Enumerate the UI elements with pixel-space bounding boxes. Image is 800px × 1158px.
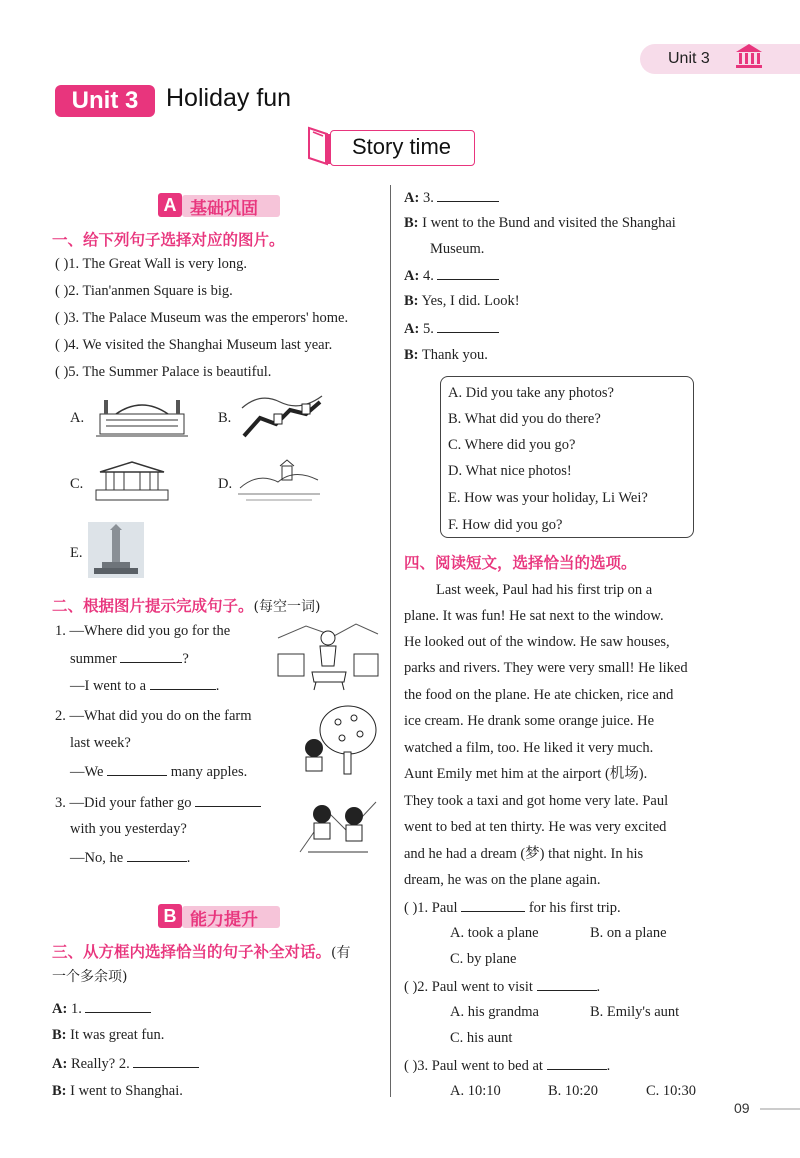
option-text[interactable]: A. 10:10	[450, 1083, 501, 1099]
choice-item: C. Where did you go?	[448, 437, 576, 453]
q3-note: 一个多余项)	[52, 969, 128, 985]
passage-line: the food on the plane. He ate chicken, rice and	[404, 687, 674, 703]
option-text[interactable]: B. on a plane	[590, 925, 667, 941]
dialog-line: B: It was great fun.	[52, 1027, 165, 1043]
question-stem: ( )1. Paul for his first trip.	[404, 897, 621, 918]
q1-item: ( )4. We visited the Shanghai Museum last year.	[55, 337, 333, 353]
dialog-line: Museum.	[430, 241, 485, 257]
dialog-line: B: Thank you.	[404, 347, 488, 363]
passage-line: plane. It was fun! He sat next to the window.	[404, 608, 664, 624]
answer-blank[interactable]	[461, 897, 525, 912]
q2-heading: 二、根据图片提示完成句子。(每空一词)	[52, 596, 321, 615]
choice-item: D. What nice photos!	[448, 463, 572, 479]
option-text[interactable]: C. 10:30	[646, 1083, 696, 1099]
choice-item: A. Did you take any photos?	[448, 385, 614, 401]
section-a-name: 基础巩固	[190, 199, 258, 219]
q3-heading: 三、从方框内选择恰当的句子补全对话。(有	[52, 942, 351, 961]
q2-line: with you yesterday?	[70, 821, 187, 837]
passage-line: parks and rivers. They were very small! He liked	[404, 660, 688, 676]
answer-blank[interactable]	[195, 792, 261, 807]
option-label: A.	[70, 410, 85, 426]
q4-heading: 四、阅读短文，选择恰当的选项。	[404, 553, 637, 572]
dialog-line: B: I went to Shanghai.	[52, 1083, 183, 1099]
answer-blank[interactable]	[107, 761, 167, 776]
dialog-line: A: 4.	[404, 265, 499, 286]
q2-line: 2. —What did you do on the farm	[55, 708, 252, 724]
answer-blank[interactable]	[133, 1053, 199, 1068]
passage-line: and he had a dream (梦) that night. In his	[404, 846, 644, 862]
farm-picture	[276, 620, 380, 692]
unit-badge-text: Unit 3	[71, 87, 139, 114]
museum-building-picture	[96, 390, 188, 440]
page-title: Holiday fun	[166, 84, 292, 112]
museum-icon	[734, 42, 764, 70]
passage-line: dream, he was on the plane again.	[404, 872, 601, 888]
choice-item: E. How was your holiday, Li Wei?	[448, 490, 648, 506]
kids-playing-picture	[298, 792, 378, 858]
dialog-line: B: Yes, I did. Look!	[404, 293, 520, 309]
option-text[interactable]: C. his aunt	[450, 1030, 513, 1046]
q2-line: —We many apples.	[70, 761, 247, 782]
answer-blank[interactable]	[437, 265, 499, 280]
footer-line	[760, 1108, 800, 1110]
option-text[interactable]: A. his grandma	[450, 1004, 539, 1020]
page-number: 09	[734, 1100, 750, 1116]
passage-line: Last week, Paul had his first trip on a	[436, 582, 653, 598]
choice-item: B. What did you do there?	[448, 411, 601, 427]
section-a-letter: A	[158, 193, 182, 217]
q1-item: ( )2. Tian'anmen Square is big.	[55, 283, 233, 299]
passage-line: watched a film, too. He liked it very much.	[404, 740, 654, 756]
answer-blank[interactable]	[437, 187, 499, 202]
answer-blank[interactable]	[547, 1055, 607, 1070]
section-b-letter: B	[158, 904, 182, 928]
answer-blank[interactable]	[437, 318, 499, 333]
q2-line: —I went to a .	[70, 675, 219, 696]
option-text[interactable]: A. took a plane	[450, 925, 539, 941]
palace-picture	[94, 458, 170, 504]
monument-picture	[88, 522, 144, 578]
option-label: E.	[70, 545, 83, 561]
question-stem: ( )3. Paul went to bed at .	[404, 1055, 610, 1076]
subtitle: Story time	[351, 134, 452, 159]
passage-line: He looked out of the window. He saw houses,	[404, 634, 670, 650]
option-label: B.	[218, 410, 232, 426]
q1-heading: 一、给下列句子选择对应的图片。	[52, 230, 285, 249]
column-divider	[390, 185, 391, 1097]
dialog-line: A: Really? 2.	[52, 1053, 199, 1074]
great-wall-picture	[240, 388, 324, 440]
q1-item: ( )5. The Summer Palace is beautiful.	[55, 364, 272, 380]
dialog-line: A: 1.	[52, 998, 151, 1019]
q1-item: ( )3. The Palace Museum was the emperors' home.	[55, 310, 349, 326]
q2-line: summer ?	[70, 648, 189, 669]
option-text[interactable]: C. by plane	[450, 951, 517, 967]
apple-tree-picture	[298, 704, 378, 776]
summer-palace-picture	[238, 458, 320, 506]
answer-blank[interactable]	[127, 847, 187, 862]
question-stem: ( )2. Paul went to visit .	[404, 976, 600, 997]
q2-line: —No, he .	[70, 847, 190, 868]
answer-blank[interactable]	[537, 976, 597, 991]
passage-line: went to bed at ten thirty. He was very excited	[404, 819, 667, 835]
option-label: C.	[70, 476, 84, 492]
choice-item: F. How did you go?	[448, 517, 563, 533]
q2-line: 3. —Did your father go	[55, 792, 261, 813]
passage-line: ice cream. He drank some orange juice. He	[404, 713, 655, 729]
option-text[interactable]: B. 10:20	[548, 1083, 598, 1099]
q2-line: last week?	[70, 735, 131, 751]
header-unit-label: Unit 3	[668, 50, 710, 67]
passage-line: They took a taxi and got home very late. Paul	[404, 793, 669, 809]
q2-line: 1. —Where did you go for the	[55, 623, 231, 639]
answer-blank[interactable]	[150, 675, 216, 690]
option-text[interactable]: B. Emily's aunt	[590, 1004, 680, 1020]
option-label: D.	[218, 476, 233, 492]
section-b-name: 能力提升	[190, 910, 258, 930]
dialog-line: A: 3.	[404, 187, 499, 208]
dialog-line: A: 5.	[404, 318, 499, 339]
header-tab	[640, 44, 800, 74]
passage-line: Aunt Emily met him at the airport (机场).	[404, 766, 648, 782]
q1-item: ( )1. The Great Wall is very long.	[55, 256, 247, 272]
dialog-line: B: I went to the Bund and visited the Shanghai	[404, 215, 676, 231]
answer-blank[interactable]	[85, 998, 151, 1013]
answer-blank[interactable]	[120, 648, 182, 663]
